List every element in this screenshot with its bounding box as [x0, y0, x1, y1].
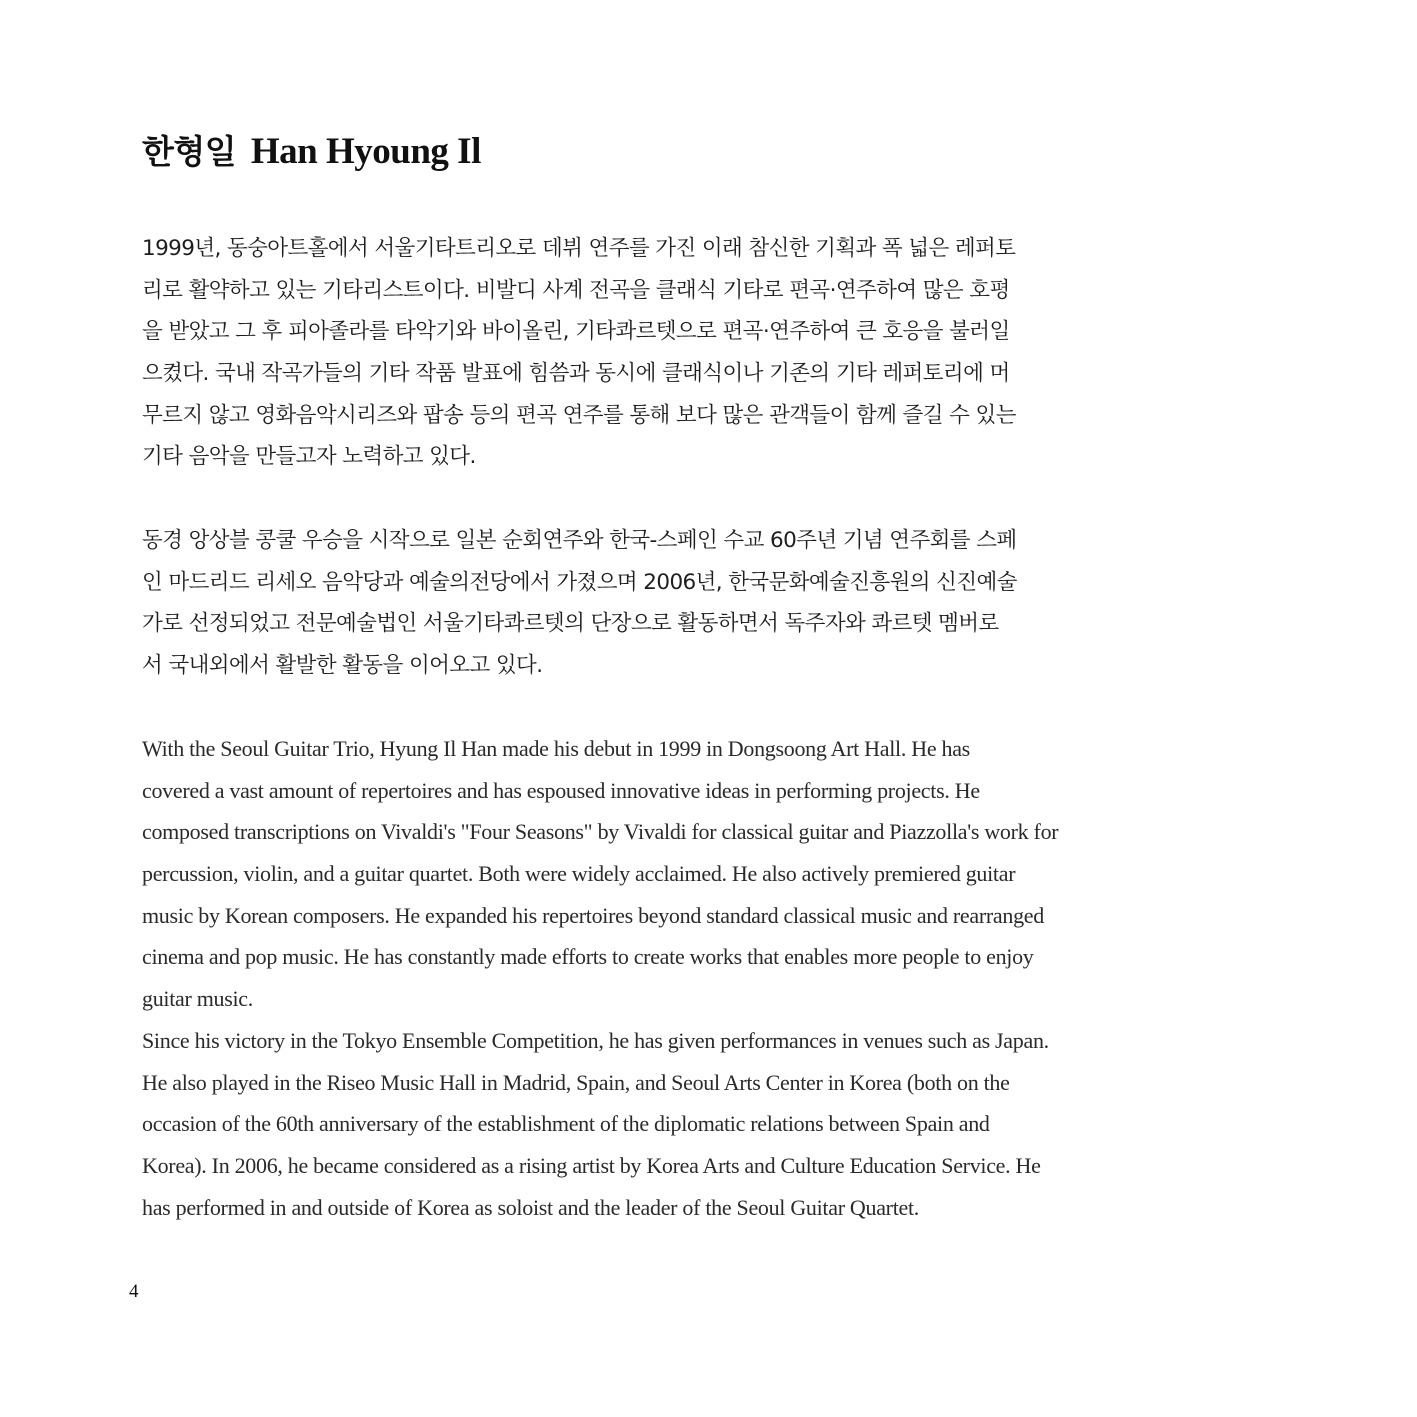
text-line: 리로 활약하고 있는 기타리스트이다. 비발디 사계 전곡을 클래식 기타로 편곡·연주하여 많은 호평	[142, 277, 1010, 303]
text-line: covered a vast amount of repertoires and has espoused innovative ideas in performing projects. He	[142, 777, 980, 803]
text-line: guitar music.	[142, 986, 253, 1012]
text-line: 으켰다. 국내 작곡가들의 기타 작품 발표에 힘씀과 동시에 클래식이나 기존의 기타 레퍼토리에 머	[142, 361, 1010, 387]
text-line: music by Korean composers. He expanded his repertoires beyond standard classical music and rearranged	[142, 902, 1044, 928]
text-line: cinema and pop music. He has constantly made efforts to create works that enables more people to enjoy	[142, 944, 1034, 970]
text-line: 가로 선정되었고 전문예술법인 서울기타콰르텟의 단장으로 활동하면서 독주자와 콰르텟 멤버로	[142, 611, 999, 637]
text-line: 인 마드리드 리세오 음악당과 예술의전당에서 가졌으며 2006년, 한국문화예술진흥원의 신진예술	[142, 569, 1017, 595]
text-line: percussion, violin, and a guitar quartet. Both were widely acclaimed. He also actively premiered guitar	[142, 861, 1016, 887]
korean-paragraph-1	[142, 228, 1087, 478]
text-line: With the Seoul Guitar Trio, Hyung Il Han made his debut in 1999 in Dongsoong Art Hall. He has	[142, 736, 970, 761]
korean-paragraph-2	[142, 520, 1087, 687]
english-paragraph-1	[142, 728, 1087, 1020]
text-line: composed transcriptions on Vivaldi's "Four Seasons" by Vivaldi for classical guitar and Piazzolla's work for	[142, 819, 1059, 845]
text-line: 서 국내외에서 활발한 활동을 이어오고 있다.	[142, 653, 543, 679]
text-line: 동경 앙상블 콩쿨 우승을 시작으로 일본 순회연주와 한국-스페인 수교 60주년 기념 연주회를 스페	[142, 528, 1017, 553]
text-line: occasion of the 60th anniversary of the establishment of the diplomatic relations between Spain and	[142, 1111, 990, 1137]
text-line: He also played in the Riseo Music Hall in Madrid, Spain, and Seoul Arts Center in Korea (both on the	[142, 1069, 1010, 1095]
text-line: 을 받았고 그 후 피아졸라를 타악기와 바이올린, 기타콰르텟으로 편곡·연주하여 큰 호응을 불러일	[142, 319, 1010, 345]
text-line: has performed in and outside of Korea as soloist and the leader of the Seoul Guitar Quartet.	[142, 1194, 919, 1220]
text-line: 1999년, 동숭아트홀에서 서울기타트리오로 데뷔 연주를 가진 이래 참신한 기획과 폭 넓은 레퍼토	[142, 236, 1016, 261]
text-line: Since his victory in the Tokyo Ensemble Competition, he has given performances in venues such as Japan.	[142, 1028, 1049, 1053]
text-line: Korea). In 2006, he became considered as a rising artist by Korea Arts and Culture Education Service. He	[142, 1153, 1041, 1179]
page-number: 4	[129, 1281, 139, 1302]
english-paragraph-2	[142, 1020, 1087, 1228]
page-title	[142, 129, 481, 175]
text-line: 무르지 않고 영화음악시리즈와 팝송 등의 편곡 연주를 통해 보다 많은 관객들이 함께 즐길 수 있는	[142, 402, 1016, 428]
page-title-english: Han Hyoung Il	[250, 130, 481, 172]
text-line: 기타 음악을 만들고자 노력하고 있다.	[142, 444, 476, 470]
page-title-korean: 한형일	[142, 131, 237, 171]
